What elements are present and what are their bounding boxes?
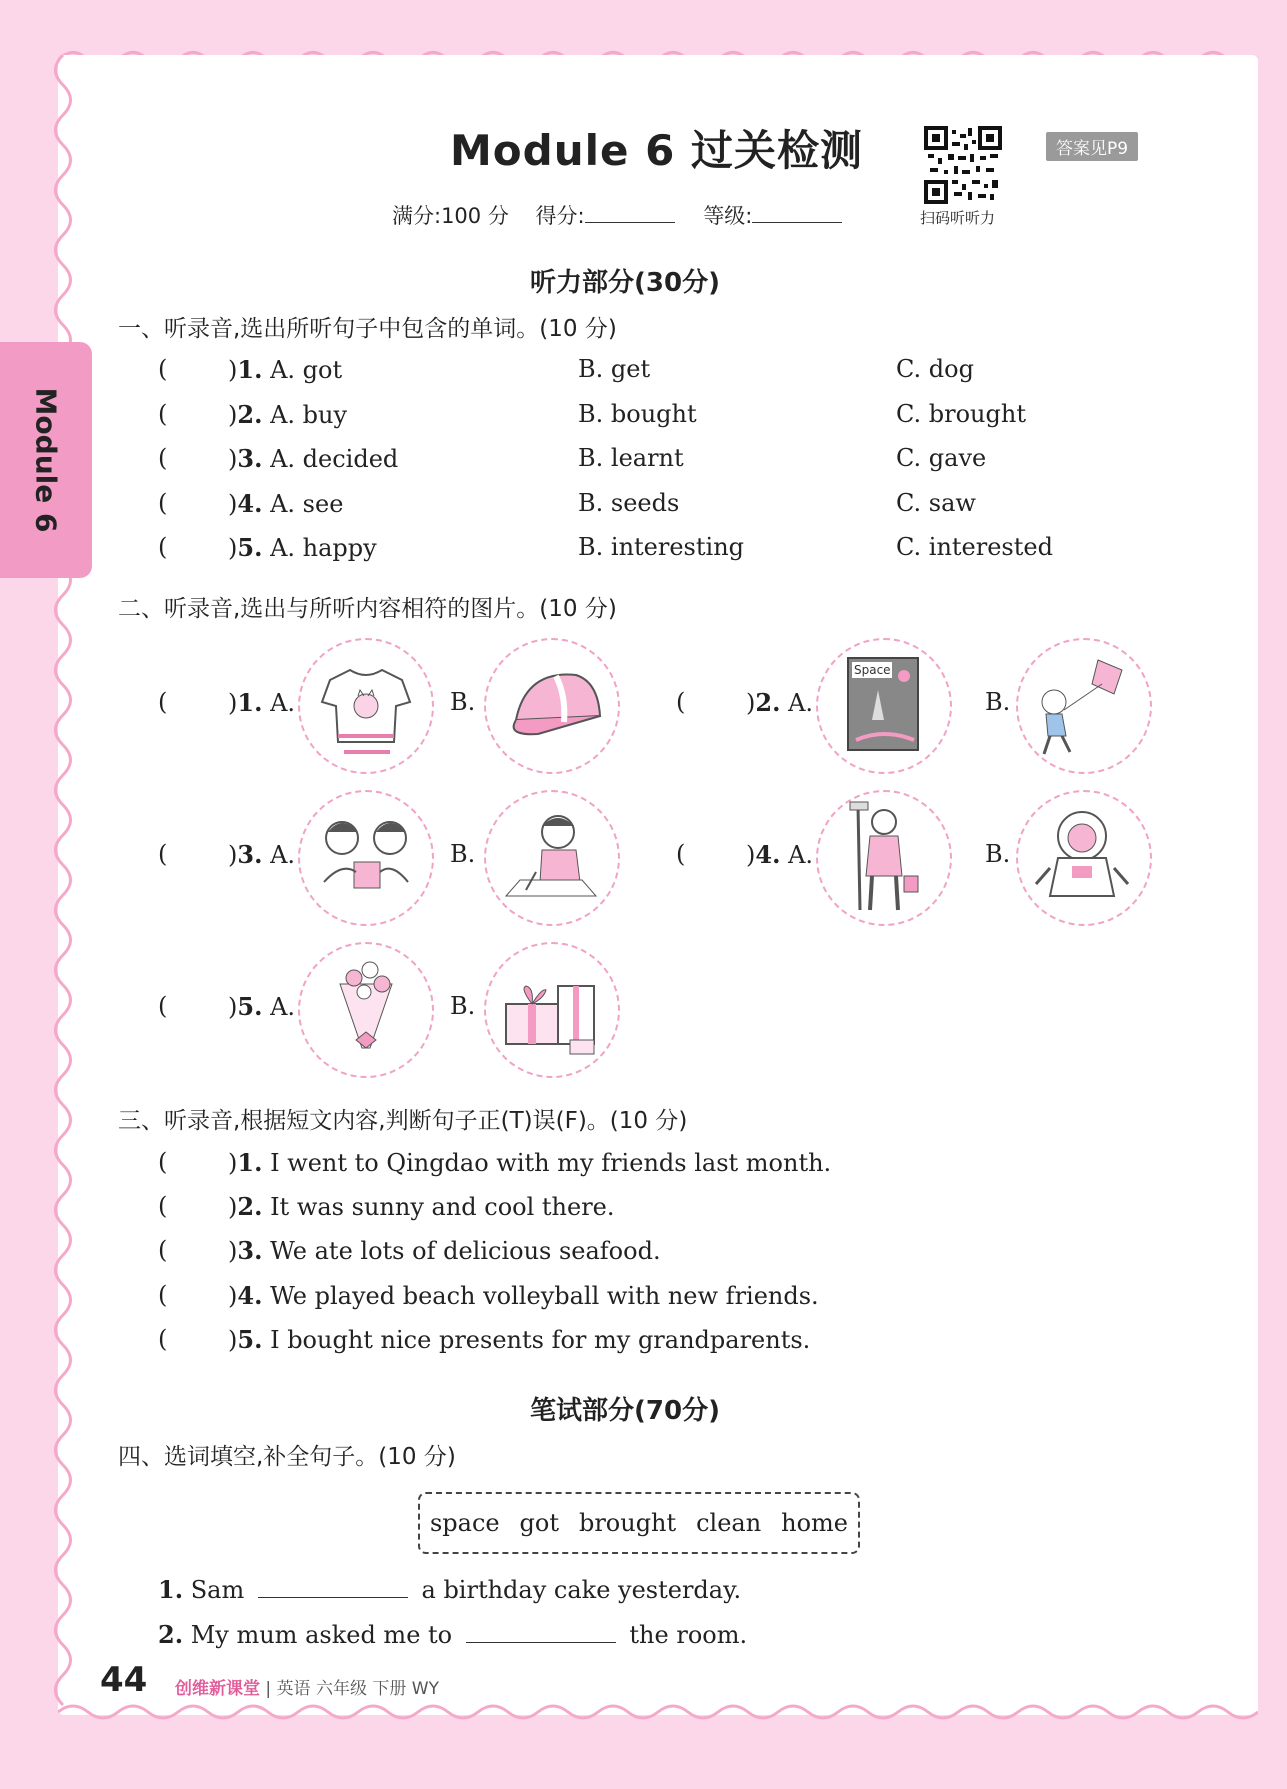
question-number: 1. xyxy=(237,1148,263,1177)
fill-sentence xyxy=(158,1575,741,1607)
sentence-start: Sam xyxy=(190,1576,245,1604)
option-b: B. get xyxy=(578,355,651,383)
score-line xyxy=(392,200,864,230)
option-b: B. learnt xyxy=(578,444,684,472)
question-number: 2. xyxy=(237,400,263,429)
sentence-end: a birthday cake yesterday. xyxy=(421,1576,742,1604)
decorative-frame-bottom xyxy=(58,1700,1258,1730)
writing-heading: 笔试部分(70分) xyxy=(530,1396,720,1426)
astronaut-picture[interactable] xyxy=(1016,790,1152,926)
question-number: 1. xyxy=(237,355,263,384)
qr-code-icon[interactable] xyxy=(924,126,1002,204)
statement-text: We played beach volleyball with new friends. xyxy=(270,1282,819,1310)
answer-blank[interactable] xyxy=(466,1642,616,1643)
statement-text: I went to Qingdao with my friends last month. xyxy=(270,1149,832,1177)
option-c: C. saw xyxy=(896,489,976,517)
option-c: C. interested xyxy=(896,533,1053,561)
word-bank-item: space xyxy=(429,1509,500,1537)
page-number: 44 xyxy=(100,1660,148,1700)
space-book-title: Space xyxy=(854,663,891,677)
answer-badge: 答案见P9 xyxy=(1046,132,1138,161)
listening-heading: 听力部分(30分) xyxy=(530,268,720,298)
question-number: 1. xyxy=(237,688,263,717)
score-blank[interactable] xyxy=(585,222,675,223)
question-number: 3. xyxy=(237,1236,263,1265)
question-number: 2. xyxy=(755,688,781,717)
statement-text: I bought nice presents for my grandparents. xyxy=(270,1326,811,1354)
page-title: Module 6 过关检测 xyxy=(450,126,863,175)
option-a-label: A. xyxy=(788,689,814,717)
painter-picture[interactable] xyxy=(816,790,952,926)
word-bank-item: brought xyxy=(578,1509,677,1537)
two-boys-picture[interactable] xyxy=(298,790,434,926)
part3-instruction: 三、听录音,根据短文内容,判断句子正(T)误(F)。(10 分) xyxy=(118,1108,688,1134)
option-b-label: B. xyxy=(450,992,476,1020)
option-a: A. happy xyxy=(270,534,377,562)
full-score-label: 满分:100 分 xyxy=(392,204,509,228)
option-a: A. decided xyxy=(270,445,399,473)
question-number: 1. xyxy=(158,1575,184,1604)
option-b-label: B. xyxy=(985,688,1011,716)
question-number: 5. xyxy=(237,533,263,562)
option-c: C. brought xyxy=(896,400,1026,428)
question-number: 4. xyxy=(237,1281,263,1310)
question-number: 3. xyxy=(237,840,263,869)
footer-brand: 创维新课堂 xyxy=(175,1679,260,1699)
grade-label: 等级: xyxy=(703,204,753,228)
word-bank xyxy=(418,1492,860,1554)
presents-picture[interactable] xyxy=(484,942,620,1078)
flowers-picture[interactable] xyxy=(298,942,434,1078)
qr-label: 扫码听听力 xyxy=(920,209,996,227)
cap-picture[interactable] xyxy=(484,638,620,774)
option-a-label: A. xyxy=(788,841,814,869)
word-bank-item: home xyxy=(781,1509,849,1537)
option-c: C. gave xyxy=(896,444,987,472)
question-number: 4. xyxy=(237,489,263,518)
word-bank-item: got xyxy=(519,1509,560,1537)
option-a: A. buy xyxy=(270,401,348,429)
module-side-tab xyxy=(0,342,92,578)
drawing-boy-picture[interactable] xyxy=(484,790,620,926)
statement-text: We ate lots of delicious seafood. xyxy=(270,1237,661,1265)
option-c: C. dog xyxy=(896,355,974,383)
worksheet-page: Module 6 Module 6 过关检测 扫码听听力 答案见P9 满分:100 分 得分: 等级: 听力部分(30分) 一、听录音,选出所听句子中包含的单词。(10 分) ( )1. A. got B. get C. dog ( )2. A. buy B. bought C. brought ( )3. A. decided B. learnt C. gave ( )4. A. see B. seeds C. saw ( )5. A. happy B. interesting C. interested 二、听录音,选出与所听内容相符的图片。(10 分) ( )1. A. B. ( )2. A. Space B. ( )3. A. B. ( )4. A. B. ( )5. A. B. 三、听录音,根据短文内容,判断句子正(T)误(F)。(10 分) ( )1. I went to Qingdao with my friends last month. ( )2. It was sunny and cool there. ( )3. We ate lots of delicious seafood. ( )4. We played beach volleyball with new friends. ( )5. I bought nice presents for my grandparents. 笔试部分(70分) 四、选词填空,补全句子。(10 分) space got brought clean home 1. Sam a birthday cake yesterday. 2. My mum asked me to the room. 44 创维新课堂 | 英语 六年级 下册 WY xyxy=(0,0,1287,1789)
question-number: 2. xyxy=(158,1620,184,1649)
question-number: 5. xyxy=(237,1325,263,1354)
tshirt-picture[interactable] xyxy=(298,638,434,774)
option-b-label: B. xyxy=(450,688,476,716)
option-a: A. see xyxy=(270,490,344,518)
option-a-label: A. xyxy=(270,993,296,1021)
side-tab-label: Module 6 xyxy=(29,387,63,533)
score-label: 得分: xyxy=(535,204,585,228)
grade-blank[interactable] xyxy=(752,222,842,223)
question-number: 3. xyxy=(237,444,263,473)
footer-info: 创维新课堂 | 英语 六年级 下册 WY xyxy=(175,1679,439,1699)
part2-instruction: 二、听录音,选出与所听内容相符的图片。(10 分) xyxy=(118,596,617,622)
decorative-frame-left xyxy=(48,55,78,1715)
option-b: B. bought xyxy=(578,400,697,428)
sentence-end: the room. xyxy=(629,1621,748,1649)
option-a-label: A. xyxy=(270,689,296,717)
question-number: 5. xyxy=(237,992,263,1021)
space-book-picture[interactable] xyxy=(816,638,952,774)
answer-blank[interactable] xyxy=(258,1597,408,1598)
option-b: B. seeds xyxy=(578,489,680,517)
word-bank-item: clean xyxy=(696,1509,762,1537)
option-b-label: B. xyxy=(985,840,1011,868)
question-number: 2. xyxy=(237,1192,263,1221)
part4-instruction: 四、选词填空,补全句子。(10 分) xyxy=(118,1444,456,1470)
option-a: A. got xyxy=(270,356,343,384)
sentence-start: My mum asked me to xyxy=(190,1621,453,1649)
option-b: B. interesting xyxy=(578,533,745,561)
kite-boy-picture[interactable] xyxy=(1016,638,1152,774)
fill-sentence xyxy=(158,1620,747,1652)
option-a-label: A. xyxy=(270,841,296,869)
option-b-label: B. xyxy=(450,840,476,868)
statement-text: It was sunny and cool there. xyxy=(270,1193,615,1221)
part1-instruction: 一、听录音,选出所听句子中包含的单词。(10 分) xyxy=(118,316,617,342)
footer-details: 英语 六年级 下册 WY xyxy=(276,1679,439,1699)
question-number: 4. xyxy=(755,840,781,869)
